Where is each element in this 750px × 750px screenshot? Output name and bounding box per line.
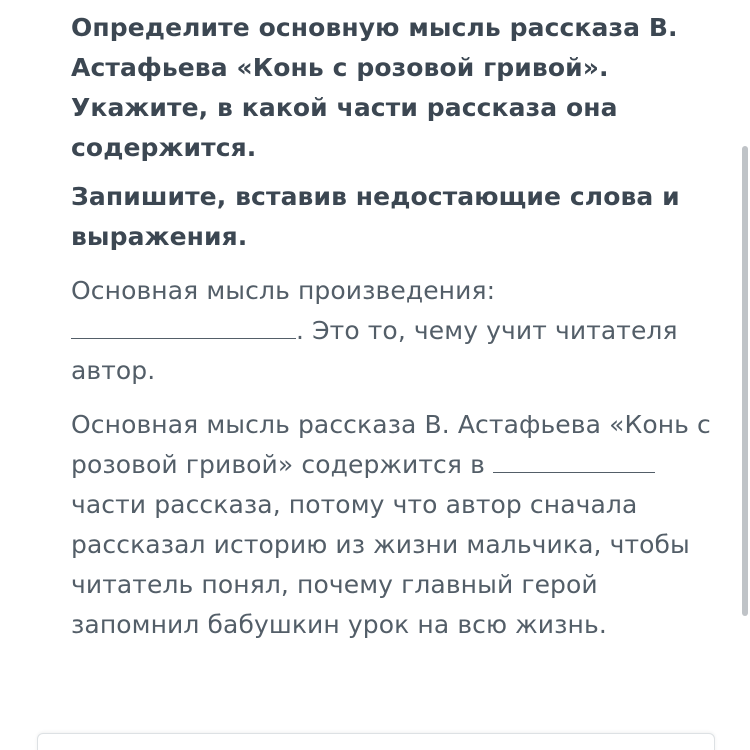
answer-sentence-2 xyxy=(71,405,711,645)
scrollbar[interactable] xyxy=(740,0,750,750)
scrollbar-thumb[interactable] xyxy=(742,146,748,616)
blank-story-part xyxy=(493,446,655,473)
task-question: Определите основную мысль рассказа В. Астафьева «Конь с розовой гривой». Укажите, в какой части рассказа она содержится. xyxy=(71,13,678,162)
task-instruction: Запишите, вставив недостающие слова и выражения. xyxy=(71,182,680,251)
sentence-1-start: Основная мысль произведения: xyxy=(71,276,496,305)
sentence-2-end: части рассказа, потому что автор сначала рассказал историю из жизни мальчика, чтобы читатель понял, почему главный герой запомнил бабушкин урок на всю жизнь. xyxy=(71,490,690,639)
blank-main-idea xyxy=(71,312,296,339)
sentence-1-end: . Это то, чему учит читателя автор. xyxy=(71,316,678,385)
answer-card xyxy=(37,733,715,750)
sentence-2-start: Основная мысль рассказа В. Астафьева «Конь с розовой гривой» содержится в xyxy=(71,410,711,479)
task-content xyxy=(71,8,711,645)
answer-sentence-1 xyxy=(71,271,711,391)
